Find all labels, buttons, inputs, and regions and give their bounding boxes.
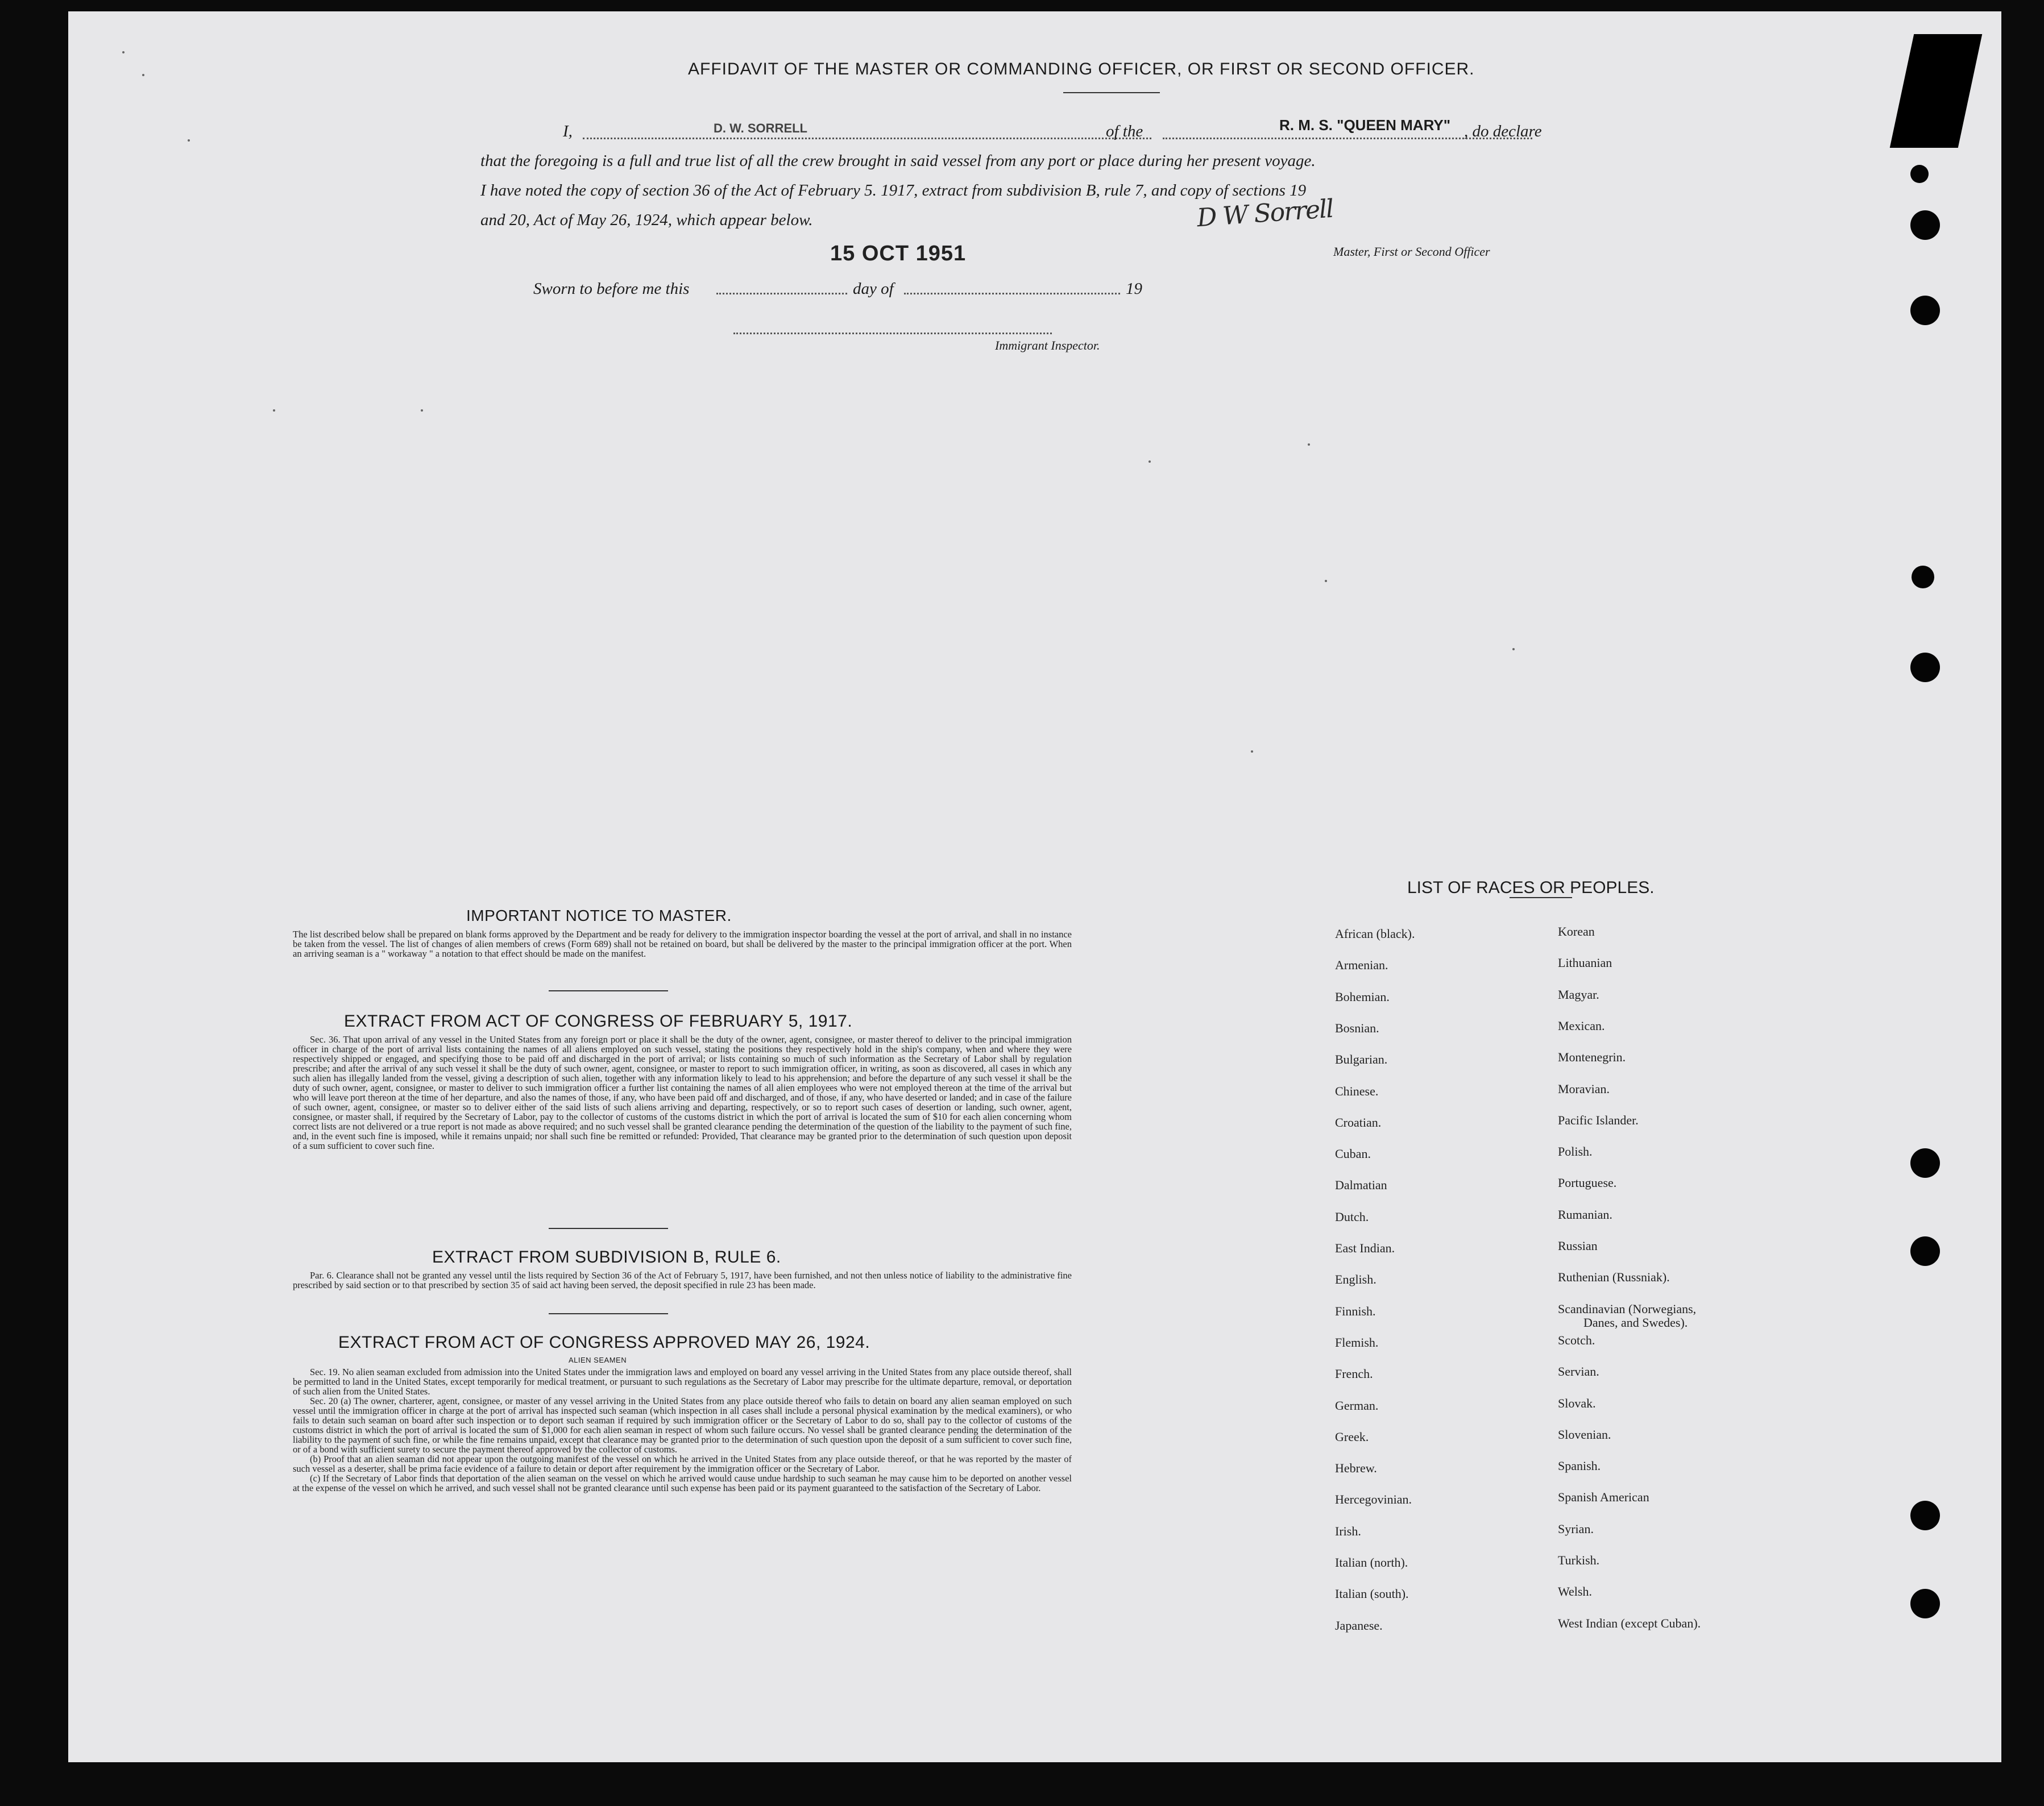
- speck: [1308, 443, 1310, 446]
- signature-caption: Master, First or Second Officer: [1333, 244, 1490, 259]
- notice-paragraph: The list described below shall be prepared on blank forms approved by the Department and be ready for delivery to the immigration inspector boarding the vessel at the port of arrival, and shall in no instance be taken from the vessel. The list of changes of alien members of crews (Form 689) shall not be retained on board, but shall be delivered by the master to the principal immigration officer at the port. When an arriving seaman is a " workaway " a notation to that effect should be made on the manifest.: [293, 929, 1072, 959]
- divider: [549, 990, 668, 991]
- of-the-label: of the: [1106, 122, 1143, 140]
- race-item: East Indian.: [1335, 1241, 1395, 1255]
- race-item: Finnish.: [1335, 1303, 1376, 1318]
- speck: [122, 51, 125, 53]
- race-item: Pacific Islander.: [1558, 1112, 1639, 1127]
- section-36-paragraph: [293, 1035, 1072, 1151]
- extract-1924-title: EXTRACT FROM ACT OF CONGRESS APPROVED MAY 26, 1924.: [338, 1333, 870, 1352]
- race-item: Flemish.: [1335, 1335, 1379, 1350]
- divider: [549, 1313, 668, 1314]
- race-item: Russian: [1558, 1239, 1598, 1253]
- speck: [1251, 750, 1253, 753]
- divider: [549, 1228, 668, 1229]
- section-20a-paragraph: [293, 1396, 1072, 1454]
- race-item: Magyar.: [1558, 987, 1599, 1002]
- race-item: English.: [1335, 1272, 1377, 1287]
- divider: [1510, 897, 1572, 898]
- year-prefix: 19: [1126, 280, 1142, 298]
- race-item: Bulgarian.: [1335, 1052, 1388, 1067]
- race-item: Spanish.: [1558, 1459, 1601, 1473]
- race-item: Korean: [1558, 924, 1595, 939]
- declaration-line-4: and 20, Act of May 26, 1924, which appear below.: [480, 211, 813, 229]
- race-item: West Indian (except Cuban).: [1558, 1616, 1701, 1630]
- inspector-caption: Immigrant Inspector.: [995, 338, 1100, 352]
- race-item: Dutch.: [1335, 1209, 1369, 1224]
- do-declare-label: , do declare: [1464, 122, 1542, 140]
- paragraph-6: [293, 1271, 1072, 1290]
- date-stamp: 15 OCT 1951: [830, 242, 967, 265]
- race-item: Spanish American: [1558, 1490, 1649, 1505]
- speck: [188, 139, 190, 142]
- speck: [142, 74, 144, 76]
- section-20-label: Sec. 20 (a): [310, 1396, 351, 1406]
- master-name: D. W. SORRELL: [714, 121, 807, 135]
- speck: [1325, 580, 1327, 582]
- declaration-line-2: that the foregoing is a full and true list of all the crew brought in said vessel from any port or place during her present voyage.: [480, 152, 1316, 170]
- race-item: Greek.: [1335, 1429, 1369, 1444]
- race-item: Polish.: [1558, 1144, 1593, 1159]
- race-item: Slovak.: [1558, 1396, 1596, 1410]
- punch-hole: [1910, 210, 1940, 240]
- extract-1917-title: EXTRACT FROM ACT OF CONGRESS OF FEBRUARY 5, 1917.: [344, 1012, 853, 1031]
- section-19-label: Sec. 19.: [310, 1367, 340, 1377]
- section-36-text: That upon arrival of any vessel in the United States from any foreign port or place it shall be the duty of the owner, agent, consignee, or master thereof to deliver to the principal immigration officer in charge of the port of arrival lists containing the names of all aliens employed on such vessel, stating the positions they respectively hold in the ship's company, when and where they were respectively shipped or engaged, and specifying those to be paid off and discharged in the port of arrival; or lists containing so much of such information as the Secretary of Labor shall by regulation prescribe; and after the arrival of any such vessel it shall be the duty of such owner, agent, consignee, or master to report to such immigration officer, in writing, as soon as discovered, all cases in which any such alien has illegally landed from the vessel, giving a description of such alien, together with any information likely to lead to his apprehension; and before the departure of any such vessel it shall be the duty of such owner, agent, consignee, or master to deliver to such immigration officer a further list containing the names of all alien employees who were not employed thereon at the time of the arrival but who will leave port thereon at the time of her departure, and also the names of those, if any, who have been paid off and discharged, and of those, if any, who have deserted or landed; and in case of the failure of such owner, agent, consignee, or master so to deliver either of the said lists of such aliens arriving and departing, respectively, or so to report such cases of desertion or landing, such owner, agent, consignee, or master shall, if required by the Secretary of Labor, pay to the collector of customs of the customs district in which the port of arrival is located the sum of $10 for each alien concerning whom correct lists are not delivered or a true report is not made as above required; and no such vessel shall be granted clearance pending the determination of the question of the liability to the payment of such fine, and, in the event such fine is imposed, while it remains unpaid; nor shall such fine be remitted or refunded: Provided, That clearance may be granted prior to the determination of such question upon deposit of a sum sufficient to cover such fine.: [293, 1034, 1072, 1151]
- section-19-text: No alien seaman excluded from admission into the United States under the immigration laws and employed on board any vessel arriving in the United States from any place outside thereof, shall be permitted to land in the United States, except temporarily for medical treatment, or pursuant to such regulations as the Secretary of Labor may prescribe for the ultimate departure, removal, or deportation of such alien from the United States.: [293, 1367, 1072, 1397]
- sworn-label: Sworn to before me this: [533, 280, 690, 298]
- race-item: Bosnian.: [1335, 1020, 1379, 1035]
- race-item: Rumanian.: [1558, 1207, 1612, 1222]
- race-item: Scotch.: [1558, 1332, 1595, 1347]
- speck: [421, 409, 423, 412]
- race-item: Montenegrin.: [1558, 1050, 1626, 1065]
- punch-hole: [1910, 1589, 1940, 1618]
- declaration-line-3: I have noted the copy of section 36 of the Act of February 5. 1917, extract from subdivision B, rule 7, and copy of sections 19: [480, 181, 1307, 200]
- punch-hole: [1910, 165, 1929, 183]
- section-36-label: Sec. 36.: [310, 1034, 341, 1045]
- race-item: Armenian.: [1335, 958, 1388, 973]
- speck: [273, 409, 275, 412]
- section-20b-paragraph: (b) Proof that an alien seaman did not appear upon the outgoing manifest of the vessel on which he arrived in the United States from any place outside thereof, or that he was reported by the master of such vessel as a deserter, shall be prima facie evidence of a failure to detain or deport after requirement by the immigration officer or the Secretary of Labor.: [293, 1454, 1072, 1474]
- race-item: Syrian.: [1558, 1521, 1594, 1536]
- speck: [1149, 460, 1151, 463]
- extract-1924-text: [293, 1367, 1072, 1493]
- race-item: Ruthenian (Russniak).: [1558, 1270, 1670, 1285]
- race-item: Chinese.: [1335, 1083, 1379, 1098]
- section-20a-text: The owner, charterer, agent, consignee, or master of any vessel arriving in the United States from any place outside thereof who fails to detain on board any alien seaman employed on such vessel until the immigration officer in charge at the port of arrival has inspected such seaman (which inspection in all cases shall include a personal physical examination by the medical examiners), or who fails to detain such seaman on board after such inspection or to deport such seaman if required by such immigration officer or the Secretary of Labor to do so, shall pay to the collector of customs of the customs district in which the port of arrival is located the sum of $1,000 for each alien seaman in respect of whom such failure occurs. No vessel shall be granted clearance pending the determination of the liability to the payment of such fine, or while the fine remains unpaid, except that clearance may be granted prior to the determination of such question upon the deposit of a sum sufficient to cover such fine, or of a bond with sufficient surety to secure the payment thereof approved by the collector of customs.: [293, 1396, 1072, 1455]
- races-title: LIST OF RACES OR PEOPLES.: [1407, 878, 1655, 897]
- race-item-continuation: Danes, and Swedes).: [1583, 1315, 1688, 1330]
- race-item: Hebrew.: [1335, 1461, 1377, 1476]
- race-item: Lithuanian: [1558, 956, 1612, 970]
- race-item: Servian.: [1558, 1364, 1599, 1379]
- race-item: Dalmatian: [1335, 1178, 1387, 1193]
- race-item: Irish.: [1335, 1523, 1361, 1538]
- name-dotline: [583, 138, 1151, 139]
- race-item: Hercegovinian.: [1335, 1492, 1412, 1507]
- race-item: African (black).: [1335, 927, 1415, 941]
- subdivision-b-text: [293, 1271, 1072, 1290]
- punch-hole: [1910, 1148, 1940, 1178]
- affidavit-title: AFFIDAVIT OF THE MASTER OR COMMANDING OFFICER, OR FIRST OR SECOND OFFICER.: [688, 60, 1475, 78]
- race-item: Italian (north).: [1335, 1555, 1408, 1570]
- speck: [1512, 648, 1515, 650]
- race-item: Scandinavian (Norwegians,: [1558, 1301, 1697, 1316]
- punch-hole: [1912, 566, 1934, 588]
- race-item: German.: [1335, 1398, 1379, 1413]
- race-item: Japanese.: [1335, 1618, 1383, 1633]
- vessel-name: R. M. S. "QUEEN MARY": [1279, 117, 1451, 134]
- race-item: French.: [1335, 1367, 1373, 1381]
- subdivision-b-title: EXTRACT FROM SUBDIVISION B, RULE 6.: [432, 1248, 781, 1267]
- inspector-dotline: [733, 333, 1052, 334]
- signature: D W Sorrell: [1196, 194, 1334, 233]
- section-20c-paragraph: (c) If the Secretary of Labor finds that deportation of the alien seaman on the vessel on which he arrived would cause undue hardship to such seaman he may cause him to be deported on another vessel at the expense of the vessel on which he arrived, and such vessel shall not be granted clearance until such expense has been paid or its payment guaranteed to the satisfaction of the Secretary of Labor.: [293, 1473, 1072, 1493]
- race-item: Italian (south).: [1335, 1587, 1409, 1601]
- sworn-day-dotline: [716, 293, 847, 294]
- par-6-text: Clearance shall not be granted any vessel until the lists required by Section 36 of the Act of February 5, 1917, have been furnished, and not then unless notice of liability to the administrative fine prescribed by said section or to that prescribed by section 35 of said act having been served, the deposit specified in rule 23 has been made.: [293, 1270, 1072, 1290]
- extract-1917-text: [293, 1035, 1072, 1151]
- race-item: Cuban.: [1335, 1147, 1371, 1161]
- punch-hole: [1910, 296, 1940, 325]
- race-item: Turkish.: [1558, 1553, 1600, 1567]
- race-item: Portuguese.: [1558, 1176, 1617, 1190]
- section-19-paragraph: [293, 1367, 1072, 1396]
- punch-hole: [1910, 1501, 1940, 1530]
- race-item: Croatian.: [1335, 1115, 1382, 1130]
- race-item: Bohemian.: [1335, 989, 1390, 1004]
- race-item: Moravian.: [1558, 1081, 1610, 1096]
- divider: [1063, 92, 1160, 93]
- par-6-label: Par. 6.: [310, 1270, 334, 1281]
- race-item: Mexican.: [1558, 1018, 1605, 1033]
- alien-seamen-subtitle: ALIEN SEAMEN: [569, 1356, 627, 1364]
- document-page: [68, 11, 2001, 1762]
- sworn-month-dotline: [904, 293, 1120, 294]
- punch-hole: [1910, 653, 1940, 682]
- notice-text: [293, 929, 1072, 958]
- punch-hole: [1910, 1236, 1940, 1266]
- day-of-label: day of: [853, 280, 894, 298]
- notice-title: IMPORTANT NOTICE TO MASTER.: [466, 907, 732, 924]
- i-label: I,: [563, 122, 573, 140]
- race-item: Slovenian.: [1558, 1427, 1611, 1442]
- race-item: Welsh.: [1558, 1584, 1592, 1599]
